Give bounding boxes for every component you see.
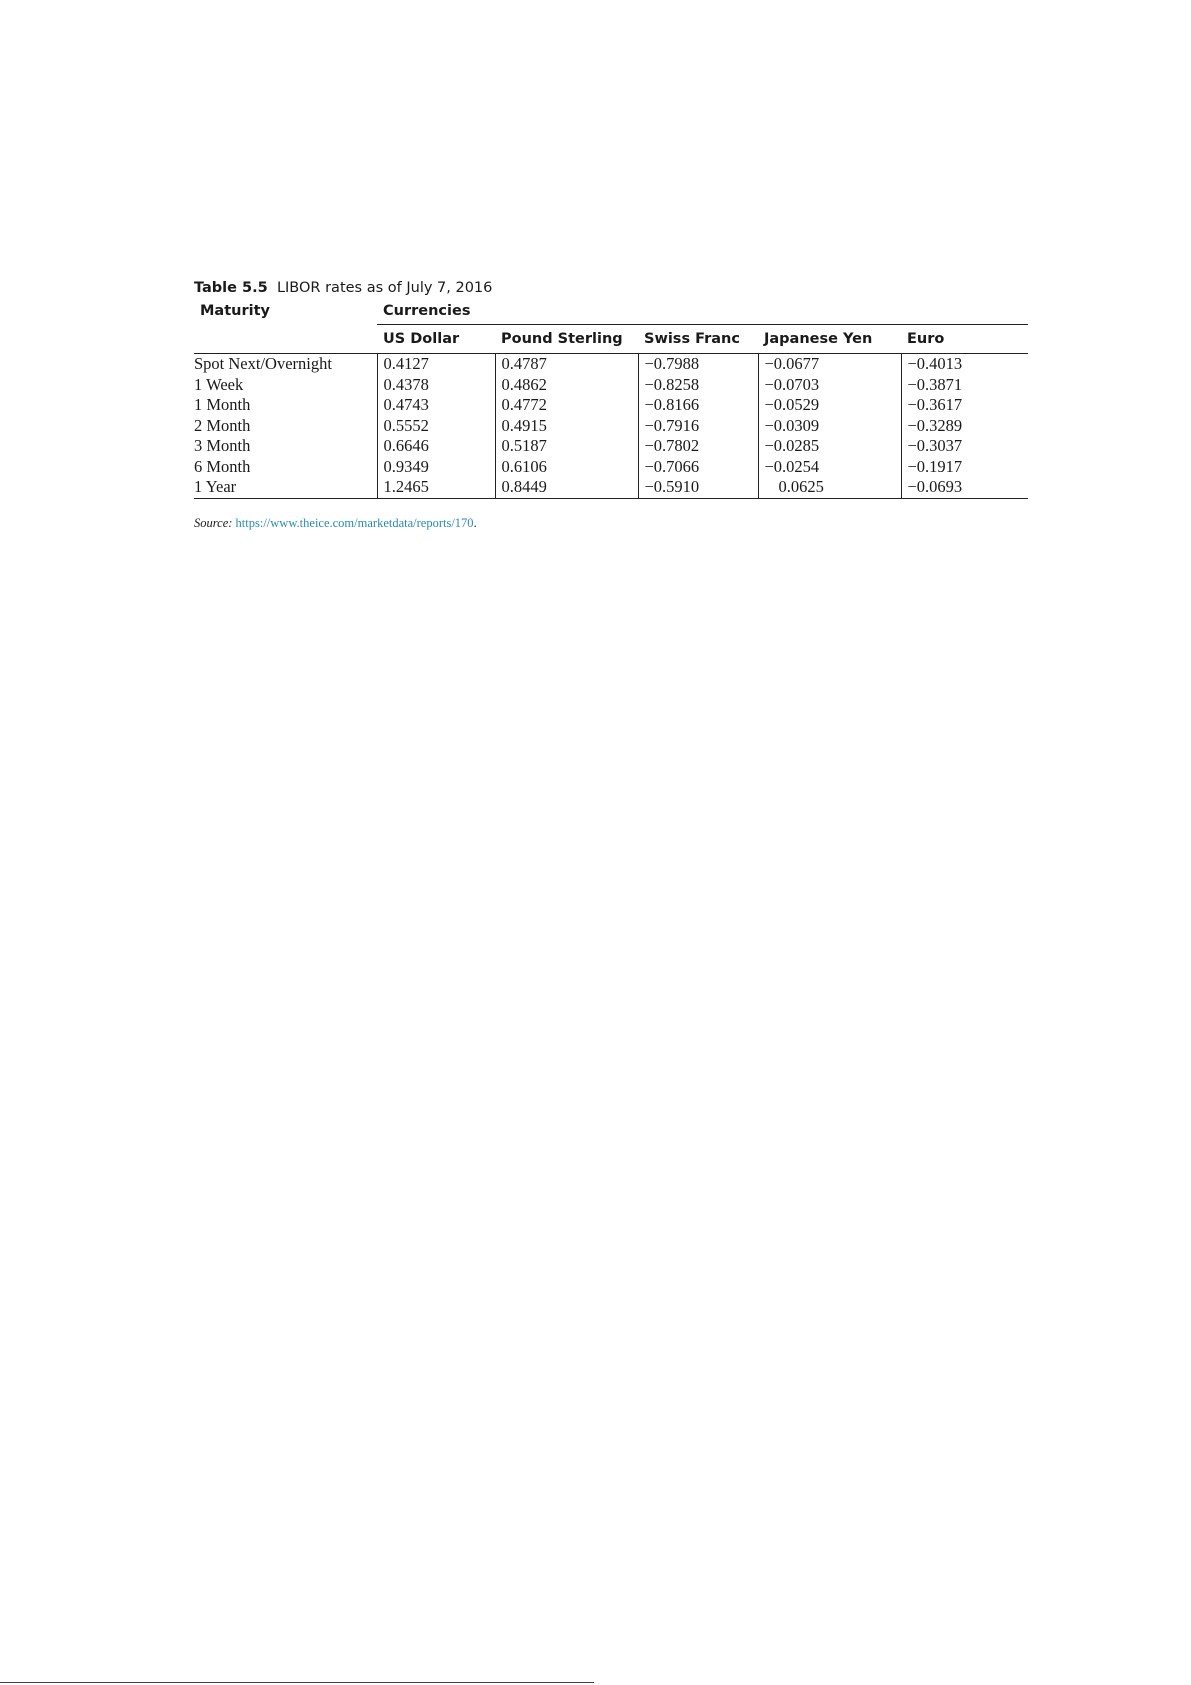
table-column-header-row (194, 325, 1028, 354)
footer-rule (0, 1682, 594, 1683)
us-dollar-cell: 0.6646 (377, 436, 495, 457)
maturity-cell: Spot Next/Overnight (194, 354, 332, 374)
table-row (194, 457, 1028, 478)
table-caption-label: Table 5.5 (194, 280, 268, 296)
japanese-yen-cell: −0.0309 (758, 416, 901, 437)
us-dollar-cell: 0.4127 (377, 354, 495, 375)
japanese-yen-cell: −0.0677 (758, 354, 901, 375)
source-label: Source: (194, 516, 233, 530)
pound-sterling-cell: 0.4862 (495, 375, 638, 396)
japanese-yen-cell: −0.0703 (758, 375, 901, 396)
pound-sterling-cell: 0.4787 (495, 354, 638, 375)
swiss-franc-cell: −0.7916 (638, 416, 758, 437)
maturity-cell: 1 Week (194, 374, 244, 394)
column-header-us-dollar: US Dollar (377, 325, 495, 354)
maturity-column-blank (194, 325, 377, 354)
swiss-franc-cell: −0.8258 (638, 375, 758, 396)
table-caption-text: LIBOR rates as of July 7, 2016 (276, 280, 493, 296)
euro-cell: −0.3037 (901, 436, 1028, 457)
euro-cell: −0.0693 (901, 477, 1028, 498)
column-header-euro: Euro (901, 325, 1028, 354)
japanese-yen-cell: −0.0285 (758, 436, 901, 457)
table-group-header-row (194, 298, 1028, 325)
table-row (194, 416, 1028, 437)
swiss-franc-cell: −0.7988 (638, 354, 758, 375)
table-row (194, 395, 1028, 416)
libor-rates-table (194, 298, 1028, 499)
source-note (194, 516, 477, 531)
table-row (194, 477, 1028, 498)
maturity-header: Maturity (200, 303, 270, 320)
pound-sterling-cell: 0.4915 (495, 416, 638, 437)
column-header-japanese-yen: Japanese Yen (758, 325, 901, 354)
source-trailing-period: . (473, 516, 477, 530)
maturity-cell: 6 Month (194, 456, 251, 476)
us-dollar-cell: 0.9349 (377, 457, 495, 478)
us-dollar-cell: 0.4378 (377, 375, 495, 396)
column-header-pound-sterling: Pound Sterling (495, 325, 638, 354)
maturity-cell: 2 Month (194, 415, 251, 435)
table-row (194, 436, 1028, 457)
japanese-yen-cell: −0.0254 (758, 457, 901, 478)
table-row (194, 375, 1028, 396)
pound-sterling-cell: 0.6106 (495, 457, 638, 478)
maturity-cell: 1 Month (194, 395, 251, 415)
table-caption (194, 280, 492, 296)
us-dollar-cell: 0.4743 (377, 395, 495, 416)
pound-sterling-cell: 0.8449 (495, 477, 638, 498)
us-dollar-cell: 1.2465 (377, 477, 495, 498)
euro-cell: −0.3289 (901, 416, 1028, 437)
source-link[interactable]: https://www.theice.com/marketdata/reports/170 (235, 516, 474, 530)
column-header-swiss-franc: Swiss Franc (638, 325, 758, 354)
japanese-yen-cell: −0.0529 (758, 395, 901, 416)
maturity-cell: 1 Year (194, 477, 377, 498)
pound-sterling-cell: 0.4772 (495, 395, 638, 416)
euro-cell: −0.3617 (901, 395, 1028, 416)
pound-sterling-cell: 0.5187 (495, 436, 638, 457)
swiss-franc-cell: −0.7802 (638, 436, 758, 457)
currencies-header: Currencies (383, 303, 471, 319)
euro-cell: −0.3871 (901, 375, 1028, 396)
japanese-yen-cell: 0.0625 (758, 477, 901, 498)
swiss-franc-cell: −0.7066 (638, 457, 758, 478)
us-dollar-cell: 0.5552 (377, 416, 495, 437)
euro-cell: −0.1917 (901, 457, 1028, 478)
table-row (194, 354, 1028, 375)
maturity-cell: 3 Month (194, 436, 251, 456)
euro-cell: −0.4013 (901, 354, 1028, 375)
swiss-franc-cell: −0.8166 (638, 395, 758, 416)
swiss-franc-cell: −0.5910 (638, 477, 758, 498)
